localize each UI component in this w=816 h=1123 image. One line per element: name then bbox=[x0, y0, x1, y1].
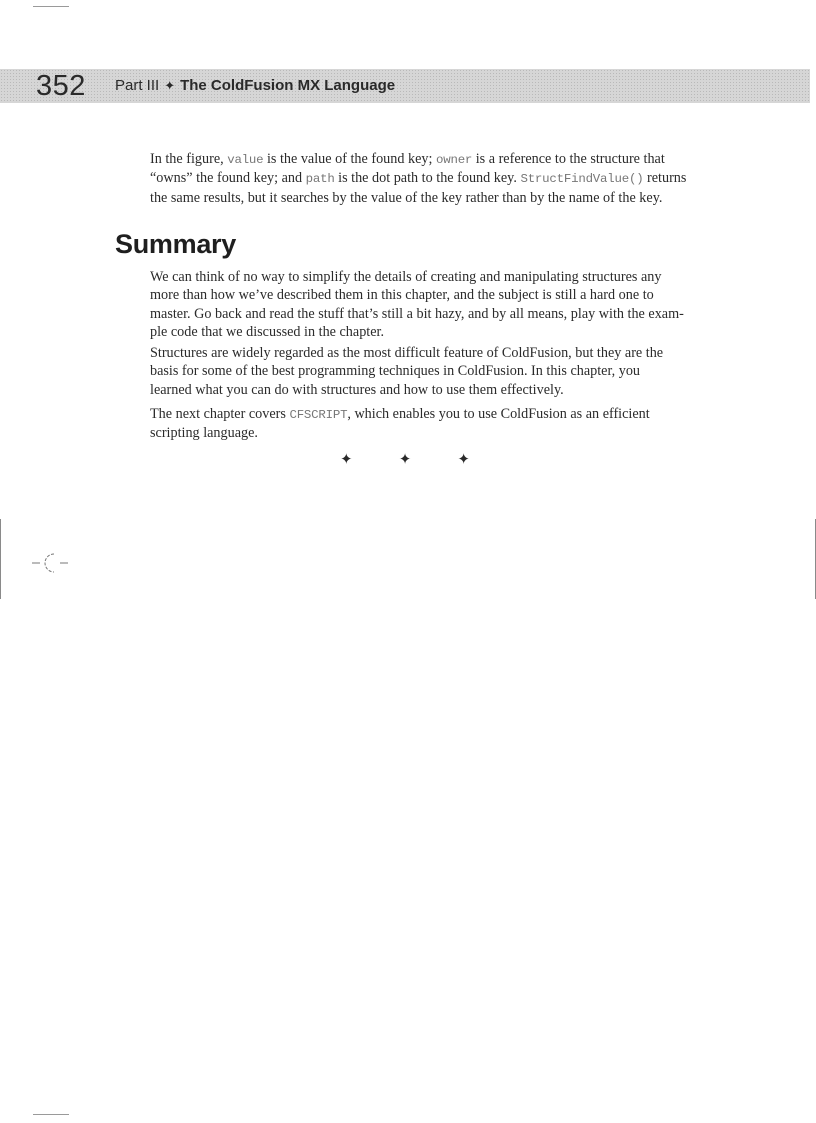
text-line: basis for some of the best programming techniques in ColdFusion. In this chapter, you bbox=[150, 363, 641, 380]
code-value: value bbox=[227, 153, 264, 167]
page-number: 352 bbox=[36, 70, 86, 102]
text-line: ple code that we discussed in the chapter. bbox=[150, 324, 385, 341]
crop-mark-top bbox=[33, 6, 69, 7]
text-line: We can think of no way to simplify the details of creating and manipulating structures any bbox=[150, 269, 662, 285]
diamond-separator-icon: ✦ bbox=[164, 78, 176, 93]
code-path: path bbox=[305, 172, 335, 187]
running-head bbox=[115, 76, 395, 96]
text-line: the same results, but it searches by the value of the key rather than by the name of the key. bbox=[150, 189, 663, 206]
text-line: master. Go back and read the stuff that’s still a bit hazy, and by all means, play with the exam- bbox=[150, 305, 684, 322]
registration-mark-icon bbox=[28, 550, 72, 574]
summary-paragraph-3 bbox=[150, 405, 690, 443]
text-line: “owns” the found key; and path is the dot path to the found key. StructFindValue() returns bbox=[150, 170, 687, 187]
summary-paragraph-1 bbox=[150, 268, 690, 342]
text-line: scripting language. bbox=[150, 425, 258, 442]
text-line: In the figure, value is the value of the found key; owner is a reference to the structure that bbox=[150, 151, 665, 167]
crop-mark-left bbox=[0, 519, 1, 599]
diamond-icon: ✦ bbox=[457, 452, 470, 468]
text-line: Structures are widely regarded as the most difficult feature of ColdFusion, but they are the bbox=[150, 345, 664, 361]
intro-paragraph bbox=[150, 150, 690, 207]
summary-paragraph-2 bbox=[150, 344, 690, 399]
text-line: learned what you can do with structures and how to use them effectively. bbox=[150, 381, 564, 398]
code-cfscript: CFSCRIPT bbox=[289, 408, 348, 422]
text-line: more than how we’ve described them in this chapter, and the subject is still a hard one to bbox=[150, 287, 654, 304]
section-heading-summary: Summary bbox=[115, 229, 236, 259]
diamond-icon: ✦ bbox=[398, 452, 412, 468]
code-structfindvalue: StructFindValue() bbox=[520, 172, 644, 187]
end-of-chapter-ornament bbox=[340, 450, 470, 469]
code-owner: owner bbox=[435, 153, 473, 167]
text-line: The next chapter covers CFSCRIPT, which enables you to use ColdFusion as an efficient bbox=[150, 406, 650, 422]
crop-mark-bottom bbox=[33, 1114, 69, 1115]
part-label: Part III bbox=[115, 77, 160, 94]
chapter-title: The ColdFusion MX Language bbox=[180, 77, 396, 94]
diamond-icon: ✦ bbox=[340, 452, 353, 468]
